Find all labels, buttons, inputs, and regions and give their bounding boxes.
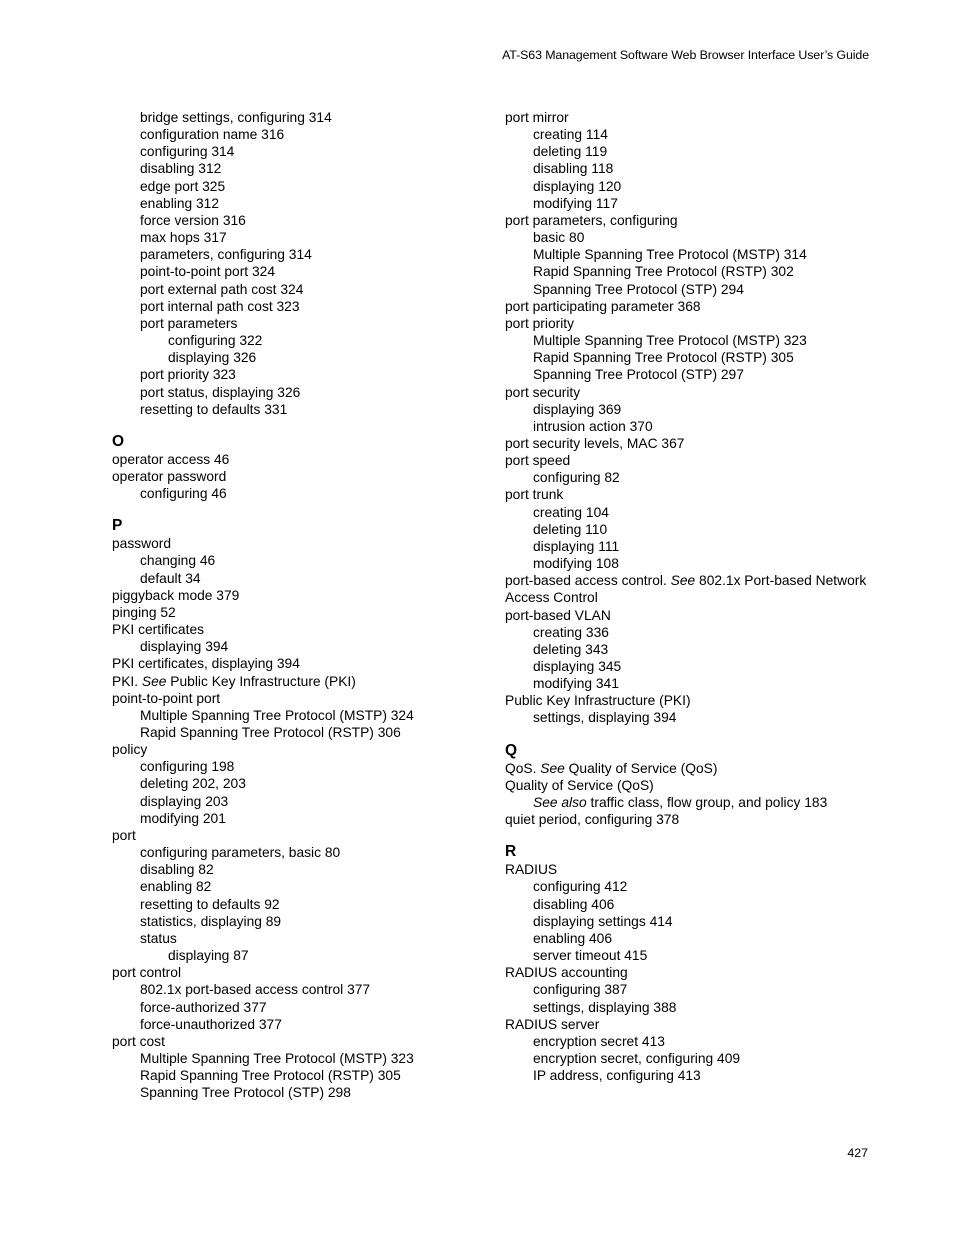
index-entry: port trunk [505,487,564,503]
index-subentry: modifying 341 [533,676,619,692]
index-subentry: disabling 118 [533,161,614,177]
index-entry: operator password [112,468,227,484]
index-entry: piggyback mode 379 [112,587,240,603]
index-subentry: disabling 312 [140,161,222,177]
index-subentry: intrusion action 370 [533,418,653,434]
entry-text: Quality of Service (QoS) [564,760,718,776]
index-subentry: force version 316 [140,212,246,228]
index-subentry: Spanning Tree Protocol (STP) 294 [533,281,744,297]
index-subentry [505,794,885,811]
index-subentry: displaying 120 [533,178,622,194]
index-entry: operator access 46 [112,451,230,467]
index-subentry: configuring 322 [168,333,263,349]
index-letter-heading: R [505,843,517,861]
index-entry: port control [112,965,182,981]
entry-text: QoS. [505,760,541,776]
index-subentry: creating 104 [533,504,609,520]
index-subentry: force-authorized 377 [140,999,267,1015]
index-subentry: parameters, configuring 314 [140,247,312,263]
index-subentry: statistics, displaying 89 [140,913,282,929]
index-subentry: max hops 317 [140,230,227,246]
index-subentry: deleting 343 [533,641,609,657]
index-subentry: status [140,930,177,946]
running-header: AT-S63 Management Software Web Browser Interface User’s Guide [502,48,869,62]
entry-text: Public Key Infrastructure (PKI) [166,673,356,689]
index-subentry: changing 46 [140,553,216,569]
index-entry: port parameters, configuring [505,212,678,228]
index-subentry: resetting to defaults 92 [140,896,280,912]
index-subentry: Spanning Tree Protocol (STP) 297 [533,367,744,383]
index-column-left [112,109,482,1101]
index-subentry: settings, displaying 394 [533,710,677,726]
index-subentry: enabling 312 [140,195,220,211]
index-subentry: Multiple Spanning Tree Protocol (MSTP) 314 [533,247,807,263]
index-subentry: settings, displaying 388 [533,999,677,1015]
index-subentry: port internal path cost 323 [140,298,300,314]
index-subentry: configuring 46 [140,486,227,502]
index-subentry: deleting 110 [533,521,608,537]
index-entry: port mirror [505,110,569,125]
index-subentry: Rapid Spanning Tree Protocol (RSTP) 305 [140,1068,401,1084]
index-entry: point-to-point port [112,690,221,706]
index-subentry: Rapid Spanning Tree Protocol (RSTP) 306 [140,725,401,740]
index-letter-heading: Q [505,741,518,759]
index-subentry: modifying 117 [533,195,618,211]
index-entry: port-based VLAN [505,607,611,623]
see-reference: See [670,573,696,589]
index-subentry: IP address, configuring 413 [533,1068,701,1084]
index-entry: RADIUS server [505,1016,600,1032]
index-subentry: port external path cost 324 [140,281,304,297]
index-subentry: displaying 87 [168,948,249,964]
index-subentry: displaying 203 [140,793,229,809]
index-subentry: force-unauthorized 377 [140,1016,282,1032]
index-subentry: configuring parameters, basic 80 [140,845,341,861]
index-subentry: Rapid Spanning Tree Protocol (RSTP) 302 [533,264,794,280]
index-entry: port security levels, MAC 367 [505,435,685,451]
see-reference: See [141,673,167,689]
index-subentry: server timeout 415 [533,948,648,964]
index-subentry: default 34 [140,570,201,586]
index-entry [505,572,885,589]
entry-text: port-based access control. [505,573,671,589]
index-entry: Public Key Infrastructure (PKI) [505,693,691,709]
page-number: 427 [847,1146,868,1160]
index-entry: password [112,536,172,552]
index-subentry: Multiple Spanning Tree Protocol (MSTP) 324 [140,707,414,723]
index-subentry: creating 336 [533,624,609,640]
index-subentry: Spanning Tree Protocol (STP) 298 [140,1085,351,1101]
index-letter-heading: O [112,432,125,450]
index-subentry: Rapid Spanning Tree Protocol (RSTP) 305 [533,350,794,366]
see-reference: See [540,760,565,776]
entry-text: PKI. [112,673,142,689]
index-entry: port security [505,384,581,400]
index-subentry: configuring 198 [140,759,235,775]
index-subentry: enabling 406 [533,930,613,946]
index-subentry: displaying 369 [533,401,622,417]
index-entry: port participating parameter 368 [505,298,701,314]
index-subentry: displaying 111 [533,538,620,554]
index-entry [505,760,885,777]
index-entry [112,673,482,690]
index-subentry: enabling 82 [140,879,212,895]
index-subentry: encryption secret 413 [533,1033,665,1049]
index-subentry: configuring 412 [533,879,628,895]
index-entry: port priority [505,315,575,331]
index-subentry: port parameters [140,315,238,331]
index-subentry: modifying 108 [533,556,619,572]
index-subentry: configuration name 316 [140,127,285,143]
index-entry: policy [112,742,148,758]
index-subentry: encryption secret, configuring 409 [533,1050,741,1066]
index-subentry: configuring 387 [533,982,628,998]
index-subentry: disabling 406 [533,896,615,912]
index-subentry: bridge settings, configuring 314 [140,110,332,125]
index-subentry: displaying settings 414 [533,913,673,929]
index-entry: quiet period, configuring 378 [505,812,680,828]
index-subentry: disabling 82 [140,862,214,878]
index-entry: PKI certificates, displaying 394 [112,656,300,672]
index-subentry: displaying 326 [168,350,257,366]
index-subentry: Multiple Spanning Tree Protocol (MSTP) 323 [140,1050,414,1066]
index-entry: Quality of Service (QoS) [505,777,654,793]
index-subentry: deleting 119 [533,144,608,160]
index-subentry: configuring 82 [533,470,620,486]
index-subentry: displaying 394 [140,639,229,655]
see-reference: See also [533,794,587,810]
index-entry: port [112,827,136,843]
index-entry: Access Control [505,590,598,606]
index-subentry: 802.1x port-based access control 377 [140,982,371,998]
index-subentry: displaying 345 [533,659,622,674]
index-subentry: point-to-point port 324 [140,264,275,280]
index-subentry: configuring 314 [140,144,235,160]
index-entry: port cost [112,1033,165,1049]
index-subentry: basic 80 [533,230,585,246]
index-entry: pinging 52 [112,604,176,620]
index-entry: PKI certificates [112,622,205,638]
index-subentry: resetting to defaults 331 [140,401,288,417]
index-subentry: deleting 202, 203 [140,776,246,792]
index-subentry: port priority 323 [140,367,236,383]
entry-text: traffic class, flow group, and policy 183 [586,794,828,810]
index-letter-heading: P [112,517,123,535]
index-entry: port speed [505,453,571,469]
index-subentry: creating 114 [533,127,608,143]
index-entry: RADIUS [505,862,558,878]
index-entry: RADIUS accounting [505,965,628,981]
index-subentry: edge port 325 [140,178,226,194]
entry-text: 802.1x Port-based Network [695,573,867,589]
index-column-right [505,109,885,1084]
index-subentry: Multiple Spanning Tree Protocol (MSTP) 323 [533,333,807,349]
index-subentry: modifying 201 [140,810,226,826]
index-subentry: port status, displaying 326 [140,384,301,400]
